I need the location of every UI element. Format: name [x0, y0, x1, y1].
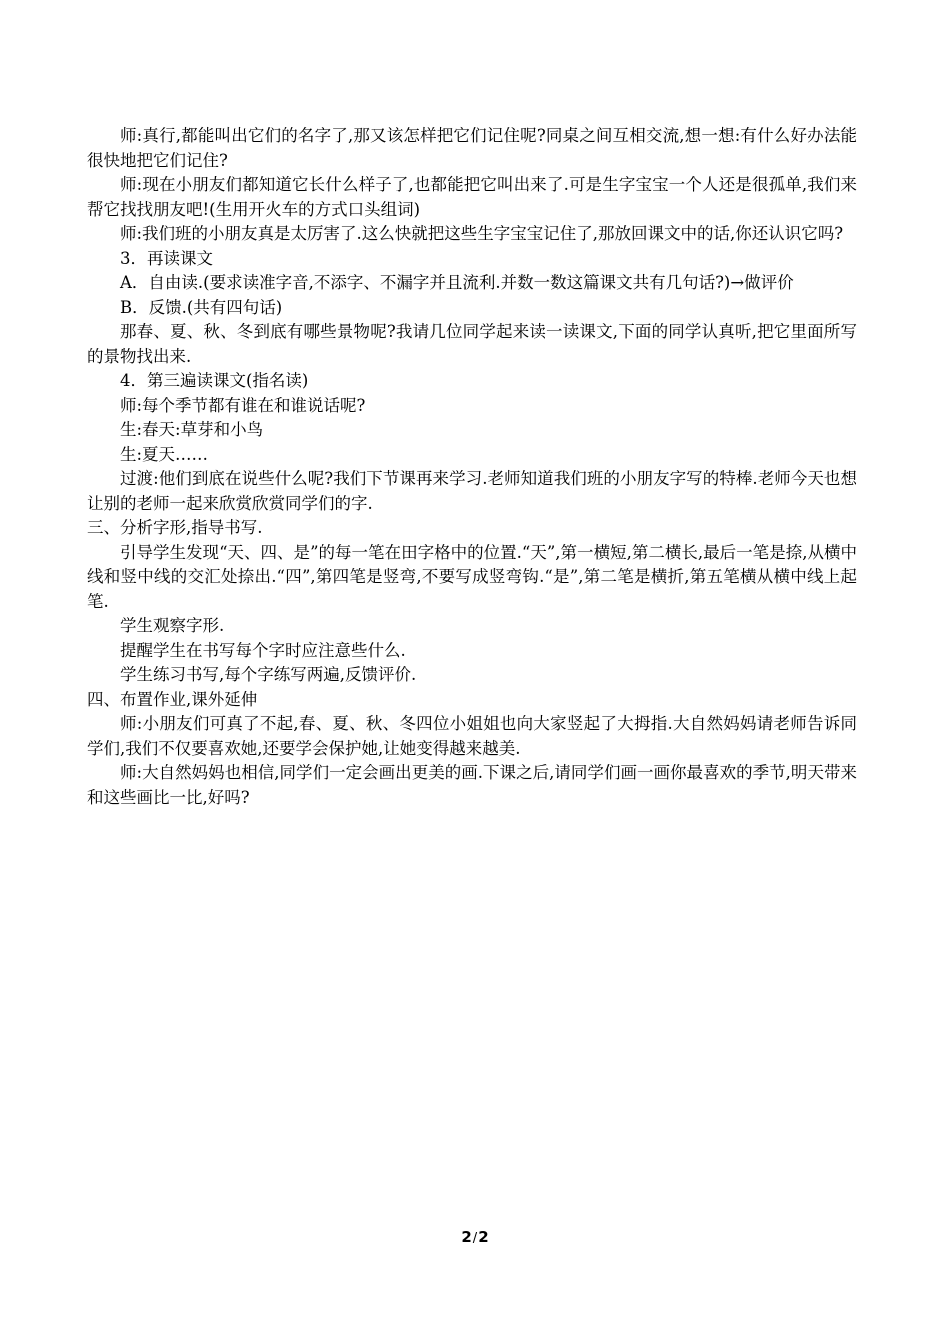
- body-paragraph: 生:夏天……: [120, 444, 209, 464]
- body-paragraph: A．自由读.(要求读准字音,不添字、不漏字并且流利.并数一数这篇课文共有几句话?)→做评价: [120, 273, 794, 292]
- body-paragraph: B．反馈.(共有四句话): [120, 297, 283, 317]
- body-paragraph: 提醒学生在书写每个字时应注意些什么.: [120, 640, 406, 660]
- body-paragraph: 4．第三遍读课文(指名读): [120, 371, 309, 390]
- current-page-number: 2: [461, 1228, 472, 1246]
- page-number-separator: /: [472, 1231, 478, 1246]
- body-paragraph: 师:真行,都能叫出它们的名字了,那又该怎样把它们记住呢?同桌之间互相交流,想一想:有什么好办法能很快地把它们记住?: [87, 126, 857, 170]
- document-body: [87, 124, 857, 810]
- body-paragraph: 3．再读课文: [120, 248, 213, 268]
- page-number: [0, 1228, 950, 1246]
- body-paragraph: 师:现在小朋友们都知道它长什么样子了,也都能把它叫出来了.可是生字宝宝一个人还是很孤单,我们来帮它找找朋友吧!(生用开火车的方式口头组词): [87, 175, 857, 219]
- body-paragraph: 过渡:他们到底在说些什么呢?我们下节课再来学习.老师知道我们班的小朋友字写的特棒.老师今天也想让别的老师一起来欣赏欣赏同学们的字.: [87, 469, 857, 513]
- body-paragraph: 生:春天:草芽和小鸟: [120, 420, 264, 439]
- body-paragraph: 师:我们班的小朋友真是太厉害了.这么快就把这些生字宝宝记住了,那放回课文中的话,你还认识它吗?: [120, 224, 844, 243]
- body-paragraph: 学生练习书写,每个字练写两遍,反馈评价.: [120, 665, 417, 684]
- total-page-number: 2: [478, 1228, 489, 1246]
- section-heading: 三、分析字形,指导书写.: [87, 518, 263, 537]
- body-paragraph: 师:每个季节都有谁在和谁说话呢?: [120, 395, 366, 415]
- section-heading: 四、布置作业,课外延伸: [87, 689, 258, 709]
- body-paragraph: 学生观察字形.: [120, 616, 225, 635]
- body-paragraph: 师:小朋友们可真了不起,春、夏、秋、冬四位小姐姐也向大家竖起了大拇指.大自然妈妈请老师告诉同学们,我们不仅要喜欢她,还要学会保护她,让她变得越来越美.: [87, 714, 857, 758]
- body-paragraph: 那春、夏、秋、冬到底有哪些景物呢?我请几位同学起来读一读课文,下面的同学认真听,把它里面所写的景物找出来.: [87, 322, 857, 366]
- body-paragraph: 引导学生发现“天、四、是”的每一笔在田字格中的位置.“天”,第一横短,第二横长,最后一笔是捺,从横中线和竖中线的交汇处捺出.“四”,第四笔是竖弯,不要写成竖弯钩.“是”,第二笔是横折,第五笔横从横中线上起笔.: [87, 542, 857, 611]
- body-paragraph: 师:大自然妈妈也相信,同学们一定会画出更美的画.下课之后,请同学们画一画你最喜欢的季节,明天带来和这些画比一比,好吗?: [87, 763, 857, 807]
